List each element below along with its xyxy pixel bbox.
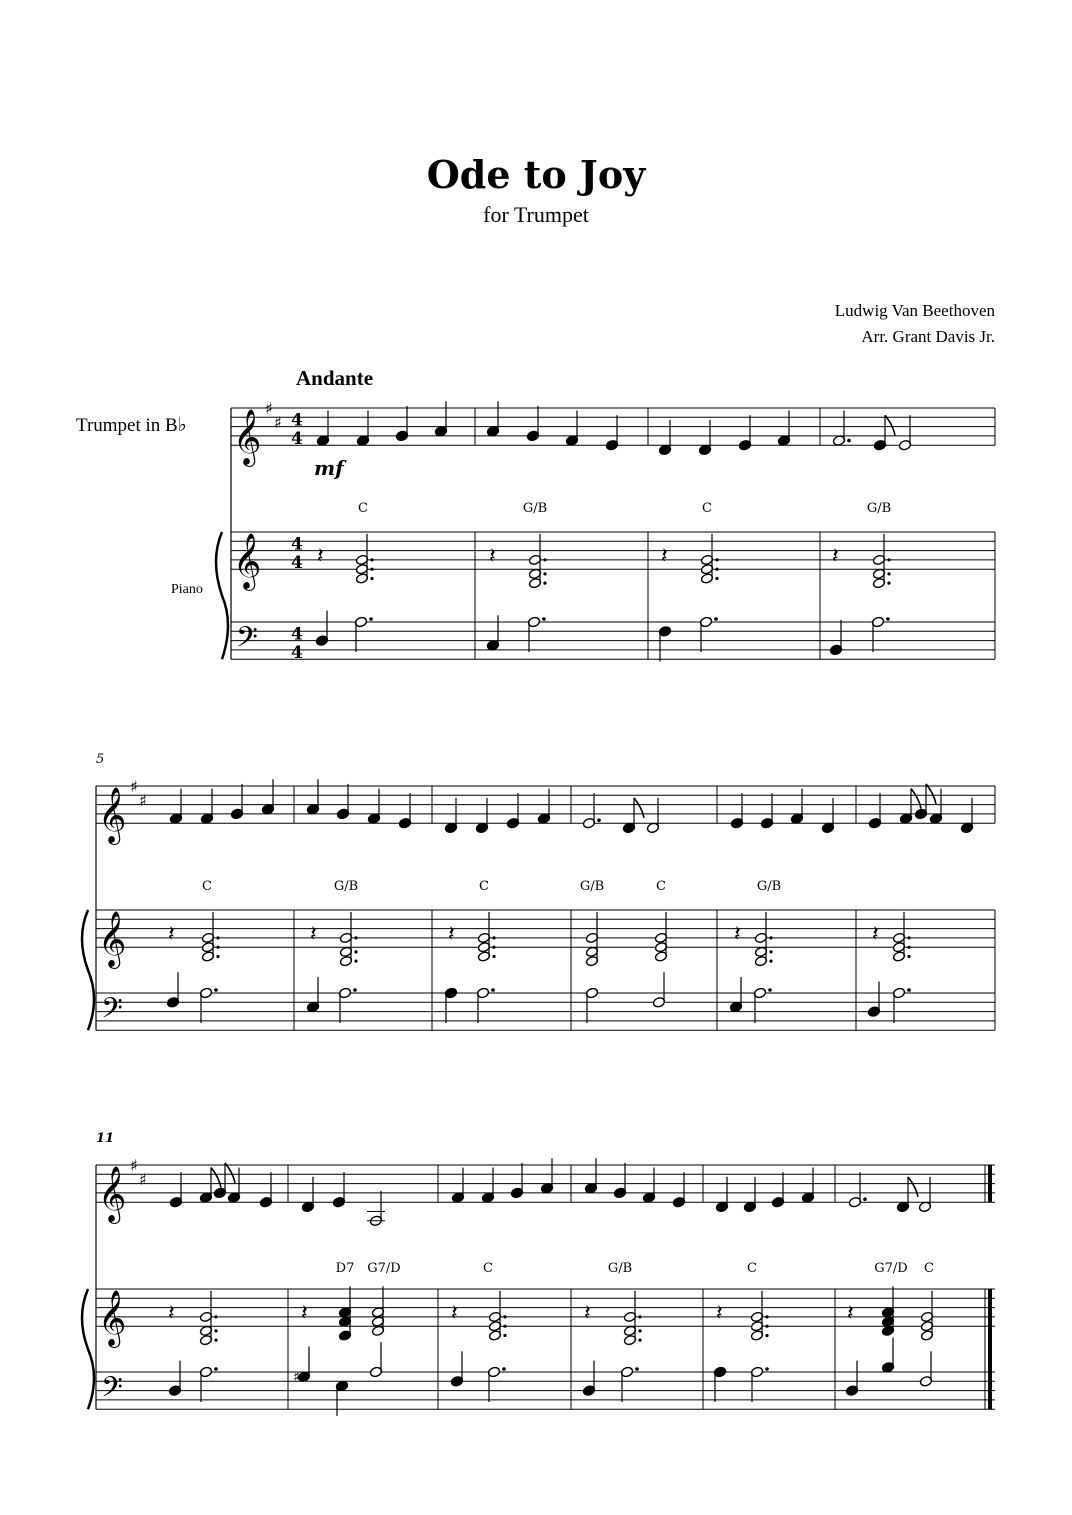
dot <box>638 1315 641 1318</box>
trumpet-label: Trumpet in B♭ <box>76 415 187 436</box>
flag <box>926 784 936 804</box>
chord-symbol: G7/D <box>874 1261 908 1276</box>
dot <box>765 1315 768 1318</box>
quarter-rest: 𝄽 <box>584 1300 591 1326</box>
treble-clef: 𝄞 <box>98 787 127 844</box>
chord-symbol: G/B <box>579 879 605 894</box>
notes <box>166 401 973 1416</box>
arranger-name: Arr. Grant Davis Jr. <box>861 327 995 346</box>
dot <box>353 988 357 992</box>
chord-symbol: C <box>656 879 666 894</box>
tempo-marking: Andante <box>296 366 374 390</box>
dot <box>715 577 718 580</box>
quarter-rest: 𝄽 <box>734 921 741 947</box>
dot <box>638 1329 641 1332</box>
key-signatures <box>130 399 282 1189</box>
dot <box>354 936 357 939</box>
sharp: ♯ <box>130 777 138 796</box>
dot <box>216 946 219 949</box>
dot <box>503 1315 506 1318</box>
dot <box>214 988 218 992</box>
piano-brace <box>216 532 228 659</box>
dot <box>370 577 373 580</box>
chord-symbol: C <box>924 1261 934 1276</box>
dot <box>370 558 373 561</box>
dot <box>503 1325 506 1328</box>
chord-symbol: G/B <box>756 879 782 894</box>
quarter-rest: 𝄽 <box>310 921 317 947</box>
quarter-rest: 𝄽 <box>451 1300 458 1326</box>
dot <box>765 1325 768 1328</box>
chord-symbol: C <box>702 501 712 516</box>
bass-clef: 𝄢 <box>101 991 123 1032</box>
dot <box>907 946 910 949</box>
dot <box>543 572 546 575</box>
dot <box>714 617 718 621</box>
chord-symbol: C <box>479 879 489 894</box>
treble-clef: 𝄞 <box>233 533 262 590</box>
dot <box>863 1197 867 1201</box>
chord-symbol: C <box>747 1261 757 1276</box>
sharp: ♯ <box>139 1169 147 1189</box>
piece-title: Ode to Joy <box>426 152 646 197</box>
dot <box>214 1315 217 1318</box>
quarter-rest: 𝄽 <box>489 543 496 569</box>
flag <box>225 1163 235 1183</box>
dot <box>847 439 851 443</box>
dot <box>887 558 890 561</box>
dot <box>370 568 373 571</box>
dot <box>887 582 890 585</box>
chord-symbol: C <box>483 1261 493 1276</box>
chord-symbol: G7/D <box>367 1261 401 1276</box>
dot <box>214 1329 217 1332</box>
sharp: ♯ <box>293 1369 300 1386</box>
treble-clef: 𝄞 <box>98 1166 127 1223</box>
dot <box>886 617 890 621</box>
time-signature-top: 4 <box>291 410 303 431</box>
dot <box>214 1367 218 1371</box>
dot <box>715 568 718 571</box>
dot <box>768 988 772 992</box>
quarter-rest: 𝄽 <box>168 1300 175 1326</box>
measure-number-11: 11 <box>96 1131 115 1146</box>
piano-label: Piano <box>171 582 203 597</box>
dot <box>635 1367 639 1371</box>
dot <box>543 582 546 585</box>
dot <box>907 936 910 939</box>
dot <box>597 818 601 822</box>
dot <box>354 950 357 953</box>
chord-symbol: D7 <box>335 1261 355 1276</box>
dot <box>502 1367 506 1371</box>
quarter-rest: 𝄽 <box>847 1300 854 1326</box>
chord-symbol: G/B <box>333 879 359 894</box>
flag <box>634 798 644 818</box>
bass-clef: 𝄢 <box>236 620 258 661</box>
piano-brace <box>82 910 94 1030</box>
time-signature-bottom: 4 <box>291 553 303 574</box>
quarter-rest: 𝄽 <box>832 543 839 569</box>
dot <box>542 617 546 621</box>
quarter-rest: 𝄽 <box>301 1300 308 1326</box>
bass-clef: 𝄢 <box>101 1370 123 1411</box>
dot <box>769 960 772 963</box>
sharp: ♯ <box>139 790 147 810</box>
dot <box>354 960 357 963</box>
sharp: ♯ <box>274 412 282 432</box>
time-signature-bottom: 4 <box>291 643 303 664</box>
dot <box>492 936 495 939</box>
chord-symbols <box>202 501 934 1276</box>
treble-clef: 𝄞 <box>98 1290 127 1347</box>
flag <box>885 415 895 435</box>
dot <box>216 936 219 939</box>
treble-clef: 𝄞 <box>233 409 262 466</box>
quarter-rest: 𝄽 <box>661 543 668 569</box>
measure-number-5: 5 <box>96 752 105 767</box>
dot <box>491 988 495 992</box>
flag <box>911 789 921 809</box>
chord-symbol: C <box>202 879 212 894</box>
quarter-rest: 𝄽 <box>168 921 175 947</box>
flag <box>211 1168 221 1188</box>
quarter-rest: 𝄽 <box>317 543 324 569</box>
composer-name: Ludwig Van Beethoven <box>834 301 995 320</box>
quarter-rest: 𝄽 <box>448 921 455 947</box>
dot <box>907 955 910 958</box>
time-signature-top: 4 <box>291 534 303 555</box>
dot <box>492 955 495 958</box>
time-signature-bottom: 4 <box>291 429 303 450</box>
sharp: ♯ <box>265 399 273 418</box>
dot <box>214 1339 217 1342</box>
dot <box>216 955 219 958</box>
dot <box>765 1367 769 1371</box>
treble-clef: 𝄞 <box>98 911 127 968</box>
dot <box>907 988 911 992</box>
chord-symbol: G/B <box>607 1261 633 1276</box>
piece-subtitle: for Trumpet <box>483 202 589 227</box>
quarter-rest: 𝄽 <box>872 921 879 947</box>
flag <box>908 1177 918 1197</box>
chord-symbol: C <box>358 501 368 516</box>
dot <box>503 1334 506 1337</box>
chord-symbol: G/B <box>866 501 892 516</box>
piano-brace <box>82 1289 94 1409</box>
dot <box>887 572 890 575</box>
dot <box>769 936 772 939</box>
dot <box>765 1334 768 1337</box>
time-signatures <box>291 411 303 664</box>
quarter-rest: 𝄽 <box>716 1300 723 1326</box>
dot <box>492 946 495 949</box>
time-signature-top: 4 <box>291 624 303 645</box>
dot <box>715 558 718 561</box>
sharp: ♯ <box>130 1156 138 1175</box>
chord-symbol: G/B <box>522 501 548 516</box>
dot <box>369 617 373 621</box>
dot <box>638 1339 641 1342</box>
dot <box>543 558 546 561</box>
dot <box>769 950 772 953</box>
dynamic-marking: mf <box>314 456 344 480</box>
